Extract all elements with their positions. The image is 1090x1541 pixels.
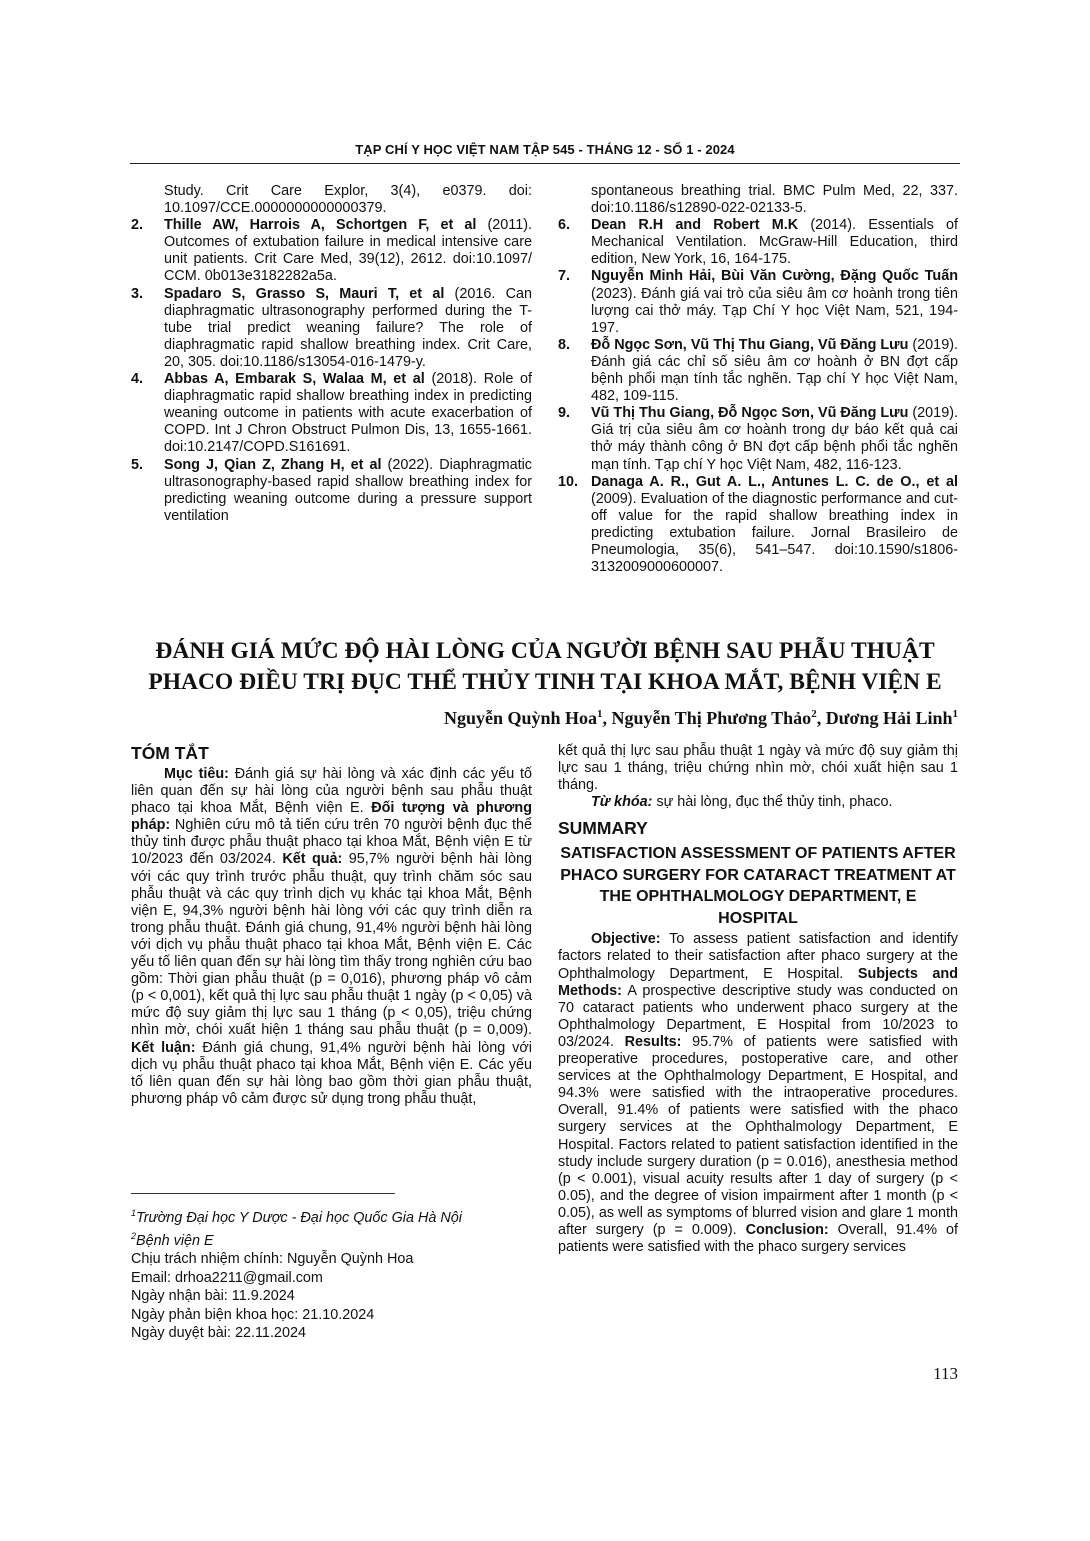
summary-heading: SUMMARY — [558, 818, 648, 839]
article-authors — [130, 708, 958, 729]
reference-text: (2009). Evaluation of the diagnostic performance and cut-off value for the rapid shallow breathing index in predicting extubation failure. Jornal Brasileiro de Pneumologia, 35(6), 541–547. doi:10.1590/s1806-3132009000600007. — [591, 490, 958, 576]
reference-text: (2023). Đánh giá vai trò của siêu âm cơ hoành trong tiên lượng cai thở máy. Tạp Chí Y học Việt Nam, 521, 194-197. — [591, 285, 958, 336]
reference-number: 5. — [131, 456, 144, 473]
reference-number: 7. — [558, 268, 571, 285]
reference-authors: Vũ Thị Thu Giang, Đỗ Ngọc Sơn, Vũ Đăng Lưu — [591, 405, 909, 422]
affiliation-1 — [131, 1204, 532, 1227]
reference-authors: Song J, Qian Z, Zhang H, et al — [164, 456, 382, 473]
affiliation-mark: 1 — [131, 1208, 137, 1218]
reference-continuation: spontaneous breathing trial. BMC Pulm Med, 22, 337. doi:10.1186/s12890-022-02133-5. — [591, 183, 958, 217]
results-label: Kết quả: — [282, 851, 343, 868]
results-text: 95,7% người bệnh hài lòng với các quy trình trước phẫu thuật, quy trình chăm sóc sau phẫu thuật và các quy trình dịch vụ khác tại khoa Mắt, Bệnh viện E, 94,3% người bệnh hài lòng với các quy trình diễn ra trong phẫu thuật. Đánh giá chung, 91,4% người bệnh hài lòng với dịch vụ phẫu thuật phaco tại khoa Mắt, Bệnh viện E. Các yếu tố liên quan đến sự hài lòng tìm thấy trong nghiên cứu bao gồm: Thời gian phẫu thuật (p = 0,016), phương pháp vô cảm (p < 0,001), kết quả thị lực sau phẫu thuật 1 ngày (p < 0,05) và mức độ suy giảm thị lực sau 1 tháng (p < 0,05), triệu chứng nhìn mờ, chói xuất hiện 1 tháng sau phẫu thuật (p = 0,009). — [131, 851, 532, 1039]
author-affiliation-mark: 2 — [811, 708, 817, 720]
reference-item — [131, 286, 532, 371]
affiliation-2 — [131, 1227, 532, 1250]
keywords-text: sự hài lòng, đục thể thủy tinh, phaco. — [652, 794, 893, 811]
reference-text: (2019). Đánh giá các chỉ số siêu âm cơ hoành ở BN đợt cấp bệnh phổi mạn tính tắc nghẽn. Tạp chí Y học Việt Nam, 482, 109-115. — [591, 336, 958, 405]
header-rule — [130, 163, 960, 164]
reference-authors: Nguyễn Minh Hải, Bùi Văn Cường, Đặng Quốc Tuấn — [591, 268, 958, 285]
reference-item — [558, 217, 958, 268]
responsible-author: Chịu trách nhiệm chính: Nguyễn Quỳnh Hoa — [131, 1251, 414, 1268]
english-title: SATISFACTION ASSESSMENT OF PATIENTS AFTER PHACO SURGERY FOR CATARACT TREATMENT AT THE OPHTHALMOLOGY DEPARTMENT, E HOSPITAL — [560, 845, 956, 927]
affiliation-mark: 2 — [131, 1231, 137, 1242]
article-title-line: ĐÁNH GIÁ MỨC ĐỘ HÀI LÒNG CỦA NGƯỜI BỆNH SAU PHẪU THUẬT — [155, 638, 935, 664]
reference-continuation: Study. Crit Care Explor, 3(4), e0379. doi: 10.1097/CCE.0000000000000379. — [164, 183, 532, 217]
author-separator: , — [816, 708, 826, 728]
results-text: 95.7% of patients were satisfied with preoperative procedures, postoperative care, and other services at the Ophthalmology Department, E Hospital, and 94.3% were satisfied with the intraoperative procedures. Overall, 91.4% of patients were satisfied with the phaco surgery services at the Ophthalmology Department, E Hospital. Factors related to patient satisfaction identified in the study include surgery duration (p = 0.016), anesthesia method (p < 0.001), visual acuity results after 1 day of surgery (p < 0.05), and the degree of vision impairment after 1 month (p < 0.05), as well as symptoms of blurred vision and glare 1 month after surgery (p = 0.009). — [558, 1033, 958, 1238]
author-affiliation-mark: 1 — [597, 708, 603, 720]
objective-text: To assess patient satisfaction and identify factors related to their satisfaction after phaco surgery at the Ophthalmology Department, E Hospital. — [558, 931, 958, 982]
reference-text: (2022). Diaphragmatic ultrasonography-based rapid shallow breathing index for predicting weaning outcome during a pressure support ventilation — [164, 456, 532, 524]
reference-item — [558, 474, 958, 577]
author-name: Nguyễn Quỳnh Hoa — [443, 708, 597, 728]
reference-number: 3. — [131, 285, 144, 302]
affiliation-text: Trường Đại học Y Dược - Đại học Quốc Gia Hà Nội — [136, 1209, 462, 1226]
reference-number: 8. — [558, 336, 571, 353]
accepted-date: Ngày duyệt bài: 22.11.2024 — [131, 1325, 306, 1342]
keywords-label: Từ khóa: — [591, 794, 653, 811]
reference-item — [131, 457, 532, 525]
footnotes — [131, 1204, 532, 1342]
abstract-right-column — [558, 743, 958, 1256]
article-title — [130, 636, 960, 698]
author-affiliation-mark: 1 — [952, 708, 958, 720]
results-label: Results: — [624, 1033, 682, 1050]
reference-authors: Đỗ Ngọc Sơn, Vũ Thị Thu Giang, Vũ Đăng Lưu — [591, 336, 909, 353]
reference-item — [558, 268, 958, 336]
reference-number: 9. — [558, 405, 571, 422]
reference-authors: Dean R.H and Robert M.K — [591, 217, 799, 234]
references-right-column — [558, 183, 958, 576]
conclusion-text: Đánh giá chung, 91,4% người bệnh hài lòng với dịch vụ phẫu thuật phaco tại khoa Mắt, Bệnh viện E. Các yếu tố liên quan đến sự hài lòng bao gồm thời gian phẫu thuật, phương pháp vô cảm được sử dụng trong phẫu thuật, — [131, 1039, 532, 1107]
references-left-column — [131, 183, 532, 525]
reference-number: 4. — [131, 371, 144, 388]
conclusion-label: Kết luận: — [131, 1039, 196, 1056]
footnote-rule — [131, 1193, 395, 1194]
reference-authors: Thille AW, Harrois A, Schortgen F, et al — [164, 217, 477, 234]
reference-number: 6. — [558, 217, 571, 234]
reference-item — [131, 217, 532, 285]
methods-label: Đối tượng và phương pháp: — [131, 800, 532, 834]
conclusion-continuation-text: kết quả thị lực sau phẫu thuật 1 ngày và mức độ suy giảm thị lực sau 1 tháng, triệu chứng nhìn mờ, chói xuất hiện sau 1 tháng. — [558, 743, 958, 794]
methods-text: Nghiên cứu mô tả tiến cứu trên 70 người bệnh đục thể thủy tinh được phẫu thuật phaco tại khoa Mắt, Bệnh viện E từ 10/2023 đến 03/2024. — [131, 817, 532, 868]
summary-body — [558, 931, 958, 1256]
objective-text: Đánh giá sự hài lòng và xác định các yếu tố liên quan đến sự hài lòng của người bệnh sau phẫu thuật phaco tại khoa Mắt, Bệnh viện E. — [131, 766, 533, 817]
reference-item — [558, 405, 958, 473]
reference-number: 10. — [558, 473, 579, 490]
page-number: 113 — [933, 1364, 958, 1383]
abstract-continuation — [558, 743, 958, 794]
reference-text: (2019). Giá trị của siêu âm cơ hoành trong dự báo kết quả cai thở máy thành công ở BN đợt cấp bệnh phổi tắc nghẽn mạn tính. Tạp chí Y học Việt Nam, 482, 116-123. — [591, 405, 958, 473]
author-name: Dương Hải Linh — [825, 708, 953, 728]
methods-label: Subjects and Methods: — [558, 965, 958, 999]
abstract-body — [131, 766, 532, 1108]
author-name: Nguyễn Thị Phương Thảo — [611, 708, 812, 728]
received-date: Ngày nhận bài: 11.9.2024 — [131, 1288, 295, 1305]
reference-number: 2. — [131, 217, 144, 234]
affiliation-text: Bệnh viện E — [136, 1233, 214, 1249]
reference-text: (2014). Essentials of Mechanical Ventilation. McGraw-Hill Education, third edition, New York, 16, 164-175. — [591, 217, 959, 268]
reference-authors: Abbas A, Embarak S, Walaa M, et al — [164, 371, 425, 388]
reference-text: (2016. Can diaphragmatic ultrasonography performed during the T-tube trial predict weaning failure? The role of diaphragmatic rapid shallow breathing index. Crit Care, 20, 305. doi:10.1186/s13054-016-1479-y. — [164, 285, 532, 370]
review-date: Ngày phản biện khoa học: 21.10.2024 — [131, 1306, 375, 1323]
reference-authors: Spadaro S, Grasso S, Mauri T, et al — [164, 285, 445, 302]
reference-text: (2011). Outcomes of extubation failure in medical intensive care unit patients. Crit Care Med, 39(12), 2612. doi:10.1097/ CCM. 0b013e3182282a5a. — [164, 217, 532, 285]
conclusion-label: Conclusion: — [745, 1221, 829, 1238]
reference-text: (2018). Role of diaphragmatic rapid shallow breathing index in predicting weaning outcome in patients with acute exacerbation of COPD. Int J Chron Obstruct Pulmon Dis, 13, 1655-1661. doi:10.2147/COPD.S161691. — [164, 371, 532, 456]
reference-item — [558, 337, 958, 405]
running-head: TẠP CHÍ Y HỌC VIỆT NAM TẬP 545 - THÁNG 12 - SỐ 1 - 2024 — [355, 142, 735, 157]
reference-authors: Danaga A. R., Gut A. L., Antunes L. C. de O., et al — [591, 473, 958, 490]
keywords — [558, 794, 958, 811]
abstract-heading: TÓM TẮT — [131, 743, 209, 763]
methods-text: A prospective descriptive study was conducted on 70 cataract patients who underwent phaco surgery at the Ophthalmology Department, E Hospital from 10/2023 to 03/2024. — [558, 982, 958, 1050]
article-title-line: PHACO ĐIỀU TRỊ ĐỤC THỂ THỦY TINH TẠI KHOA MẮT, BỆNH VIỆN E — [148, 669, 942, 695]
objective-label: Objective: — [591, 931, 661, 948]
conclusion-text: Overall, 91.4% of patients were satisfied with the phaco surgery services — [558, 1221, 958, 1256]
abstract-vietnamese — [131, 743, 532, 1108]
author-separator: , — [602, 708, 612, 728]
reference-item — [131, 371, 532, 456]
objective-label: Mục tiêu: — [164, 766, 229, 782]
email: Email: drhoa2211@gmail.com — [131, 1269, 323, 1286]
